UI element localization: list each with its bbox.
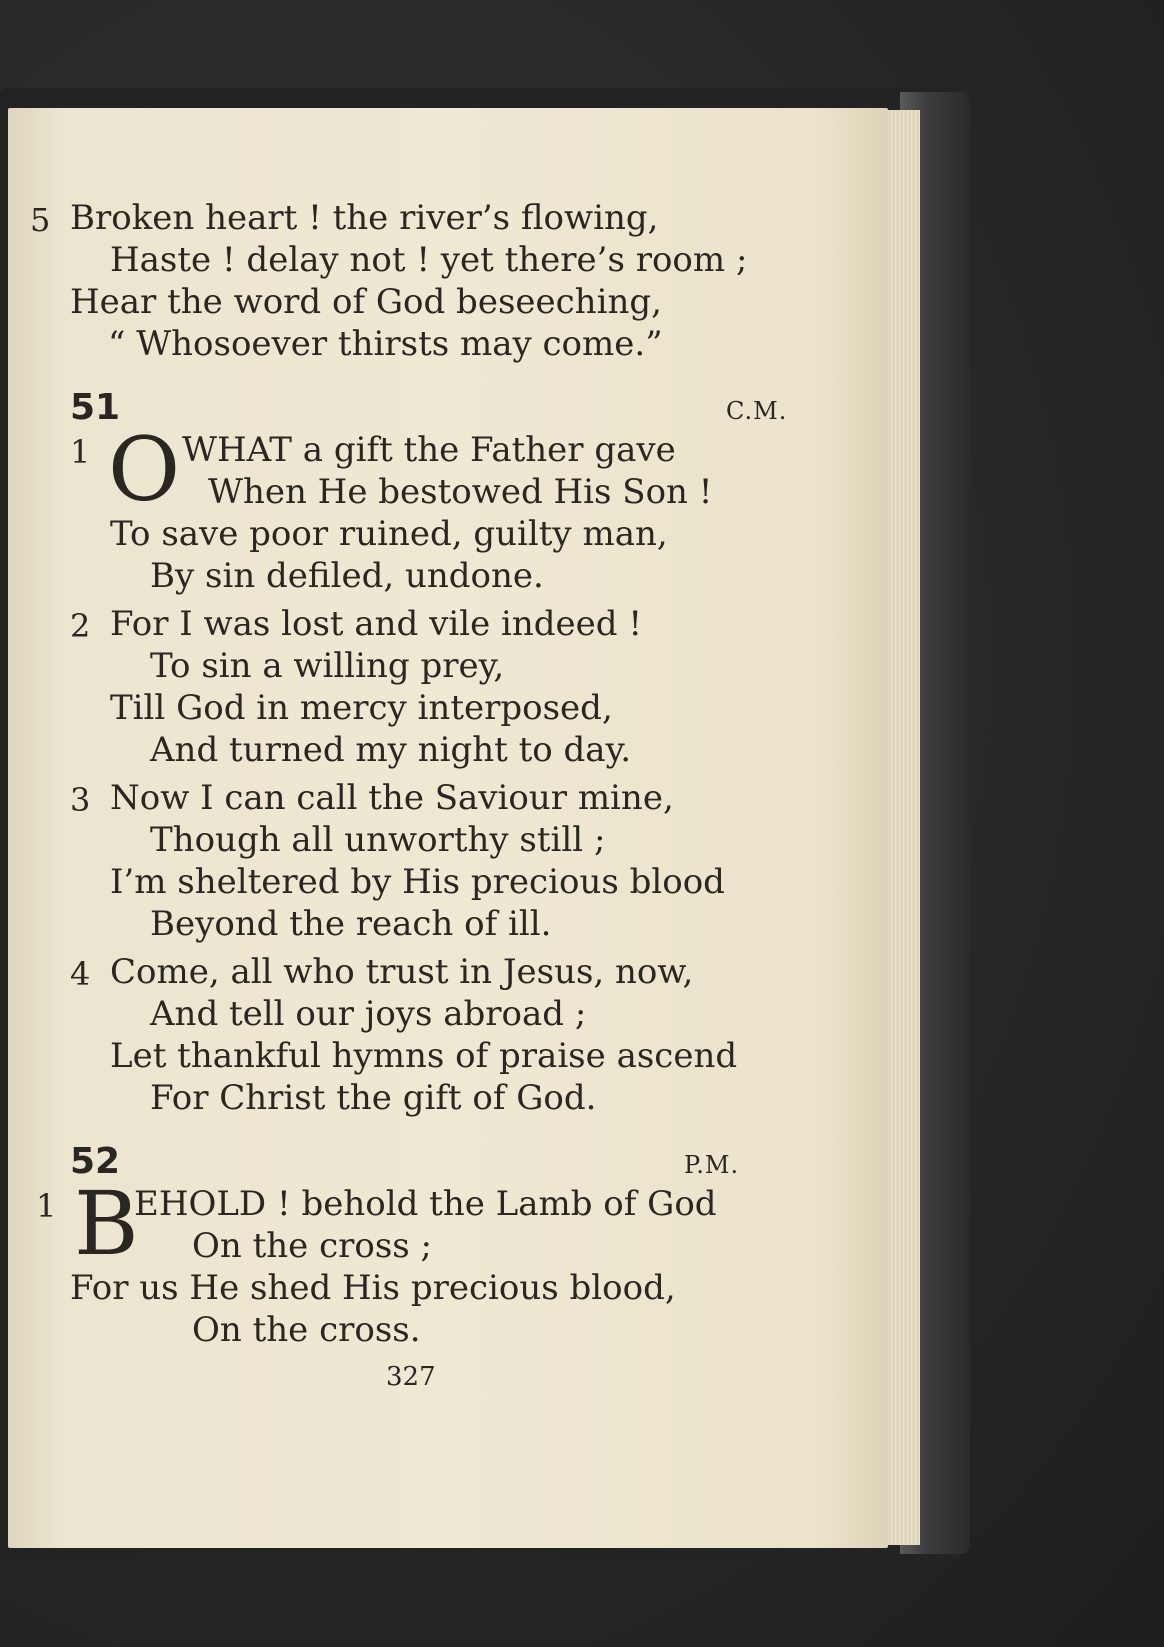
verse-line: Haste ! delay not ! yet there’s room ; [110, 240, 748, 280]
verse-line: Let thankful hymns of praise ascend [110, 1036, 738, 1076]
hymn-meter: P.M. [684, 1151, 740, 1179]
verse-line: On the cross ; [192, 1226, 432, 1266]
verse-line: Broken heart ! the river’s flowing, [70, 198, 659, 238]
verse-number: 2 [70, 607, 91, 645]
verse-line: EHOLD ! behold the Lamb of God [134, 1184, 717, 1224]
verse-line: Though all unworthy still ; [150, 820, 606, 860]
verse-line: Hear the word of God beseeching, [70, 282, 662, 322]
verse-line: Now I can call the Saviour mine, [110, 778, 674, 818]
verse-number: 1 [70, 433, 91, 471]
hymn-meter: C.M. [726, 397, 788, 425]
verse-line: To save poor ruined, guilty man, [110, 514, 668, 554]
verse-line: And tell our joys abroad ; [150, 994, 587, 1034]
verse-line: Beyond the reach of ill. [150, 904, 552, 944]
verse-line: For Christ the gift of God. [150, 1078, 597, 1118]
verse-line: “ Whosoever thirsts may come.” [108, 324, 663, 364]
verse-line: On the cross. [192, 1310, 421, 1350]
verse-line: WHAT a gift the Father gave [182, 430, 676, 470]
hymn-number: 52 [70, 1141, 121, 1182]
drop-cap: B [74, 1172, 139, 1275]
verse-number: 3 [70, 781, 91, 819]
verse-line: To sin a willing prey, [150, 646, 505, 686]
verse-line: For us He shed His precious blood, [70, 1268, 676, 1308]
verse-number: 4 [70, 955, 91, 993]
verse-number: 1 [36, 1187, 57, 1225]
verse-line: And turned my night to day. [150, 730, 632, 770]
verse-number: 5 [30, 201, 51, 239]
verse-line: Come, all who trust in Jesus, now, [110, 952, 694, 992]
drop-cap: O [108, 418, 181, 521]
verse-line: Till God in mercy interposed, [110, 688, 613, 728]
hymn-number: 51 [70, 387, 121, 428]
verse-line: When He bestowed His Son ! [208, 472, 713, 512]
book-page [8, 108, 888, 1548]
verse-line: I’m sheltered by His precious blood [110, 862, 725, 902]
verse-line: For I was lost and vile indeed ! [110, 604, 643, 644]
page-number: 327 [386, 1362, 436, 1392]
verse-line: By sin defiled, undone. [150, 556, 544, 596]
